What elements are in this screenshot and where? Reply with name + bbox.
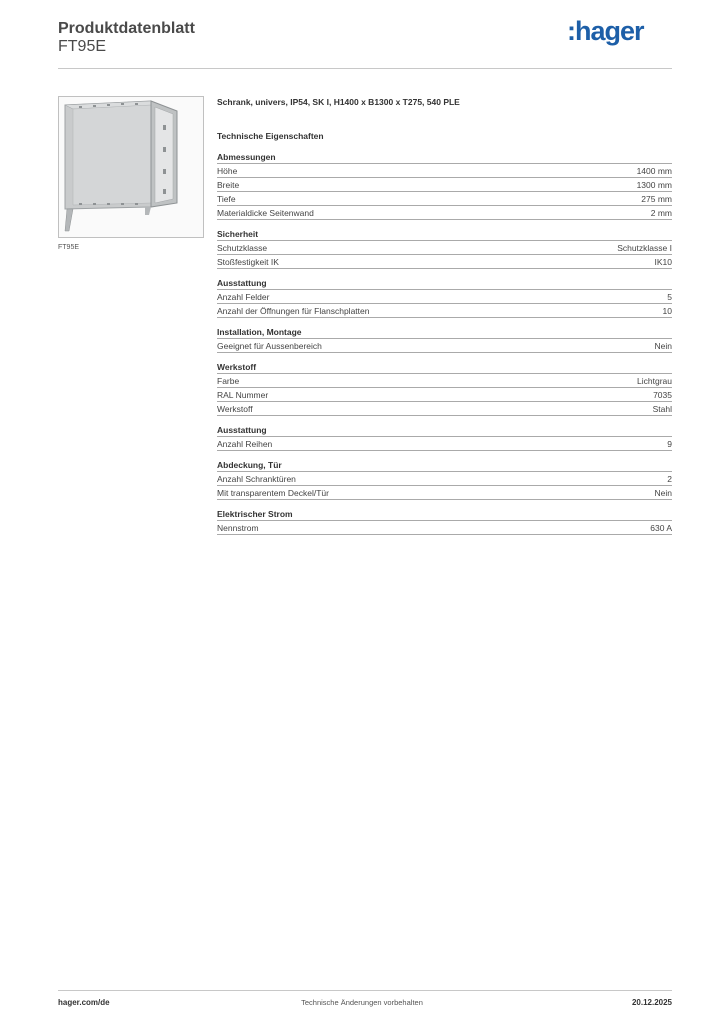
section-installation-montage	[217, 326, 672, 353]
property-value: 1300 mm	[636, 180, 672, 190]
property-value: 2 mm	[650, 208, 672, 218]
section-ausstattung	[217, 277, 672, 318]
property-row	[217, 241, 672, 255]
section-title: Elektrischer Strom	[217, 508, 672, 521]
section-title: Ausstattung	[217, 277, 672, 290]
property-row	[217, 472, 672, 486]
property-label: Schutzklasse	[217, 243, 268, 253]
property-value: 5	[667, 292, 672, 302]
property-label: Anzahl der Öffnungen für Flanschplatten	[217, 306, 370, 316]
product-code: FT95E	[58, 38, 107, 55]
footer-divider	[58, 990, 672, 991]
property-value: IK10	[654, 257, 672, 267]
property-value: Nein	[654, 341, 672, 351]
image-caption: FT95E	[58, 244, 80, 251]
property-value: 9	[667, 439, 672, 449]
property-row	[217, 255, 672, 269]
product-details	[217, 96, 672, 535]
property-label: Anzahl Schranktüren	[217, 474, 296, 484]
property-row	[217, 290, 672, 304]
property-label: Tiefe	[217, 194, 236, 204]
property-row	[217, 339, 672, 353]
property-value: Lichtgrau	[637, 376, 672, 386]
section-werkstoff	[217, 361, 672, 416]
document-title: Produktdatenblatt	[58, 20, 195, 37]
property-label: Mit transparentem Deckel/Tür	[217, 488, 329, 498]
cabinet-illustration-icon	[59, 97, 203, 237]
section-sicherheit	[217, 228, 672, 269]
property-row	[217, 521, 672, 535]
property-value: 275 mm	[641, 194, 672, 204]
section-title: Werkstoff	[217, 361, 672, 374]
property-row	[217, 164, 672, 178]
property-value: Stahl	[652, 404, 672, 414]
property-value: Schutzklasse I	[617, 243, 672, 253]
header-divider	[58, 68, 672, 69]
property-label: Höhe	[217, 166, 238, 176]
product-description: Schrank, univers, IP54, SK I, H1400 x B1300 x T275, 540 PLE	[217, 97, 460, 107]
product-image	[58, 96, 204, 238]
property-row	[217, 304, 672, 318]
section-title: Abmessungen	[217, 151, 672, 164]
section-abmessungen	[217, 151, 672, 220]
property-value: 2	[667, 474, 672, 484]
section-abdeckung-tuer	[217, 459, 672, 500]
footer-disclaimer: Technische Änderungen vorbehalten	[301, 998, 423, 1007]
property-label: Werkstoff	[217, 404, 253, 414]
hager-logo: :hager	[567, 16, 644, 46]
property-value: 10	[662, 306, 672, 316]
section-title: Ausstattung	[217, 424, 672, 437]
property-value: 1400 mm	[636, 166, 672, 176]
property-label: Breite	[217, 180, 240, 190]
property-row	[217, 192, 672, 206]
section-elektrischer-strom	[217, 508, 672, 535]
property-value: 7035	[653, 390, 672, 400]
property-row	[217, 486, 672, 500]
technical-properties-heading: Technische Eigenschaften	[217, 131, 324, 141]
property-label: Nennstrom	[217, 523, 259, 533]
property-row	[217, 178, 672, 192]
section-title: Sicherheit	[217, 228, 672, 241]
property-label: Anzahl Reihen	[217, 439, 273, 449]
section-title: Abdeckung, Tür	[217, 459, 672, 472]
section-title: Installation, Montage	[217, 326, 672, 339]
property-row	[217, 206, 672, 220]
property-row	[217, 374, 672, 388]
property-label: Materialdicke Seitenwand	[217, 208, 314, 218]
property-label: Anzahl Felder	[217, 292, 270, 302]
property-row	[217, 437, 672, 451]
property-label: Stoßfestigkeit IK	[217, 257, 279, 267]
property-label: RAL Nummer	[217, 390, 269, 400]
property-row	[217, 388, 672, 402]
section-ausstattung-2	[217, 424, 672, 451]
property-label: Geeignet für Aussenbereich	[217, 341, 322, 351]
property-label: Farbe	[217, 376, 240, 386]
property-row	[217, 402, 672, 416]
footer-website-link[interactable]: hager.com/de	[58, 998, 110, 1007]
property-value: Nein	[654, 488, 672, 498]
footer-date: 20.12.2025	[631, 998, 672, 1007]
property-value: 630 A	[650, 523, 672, 533]
